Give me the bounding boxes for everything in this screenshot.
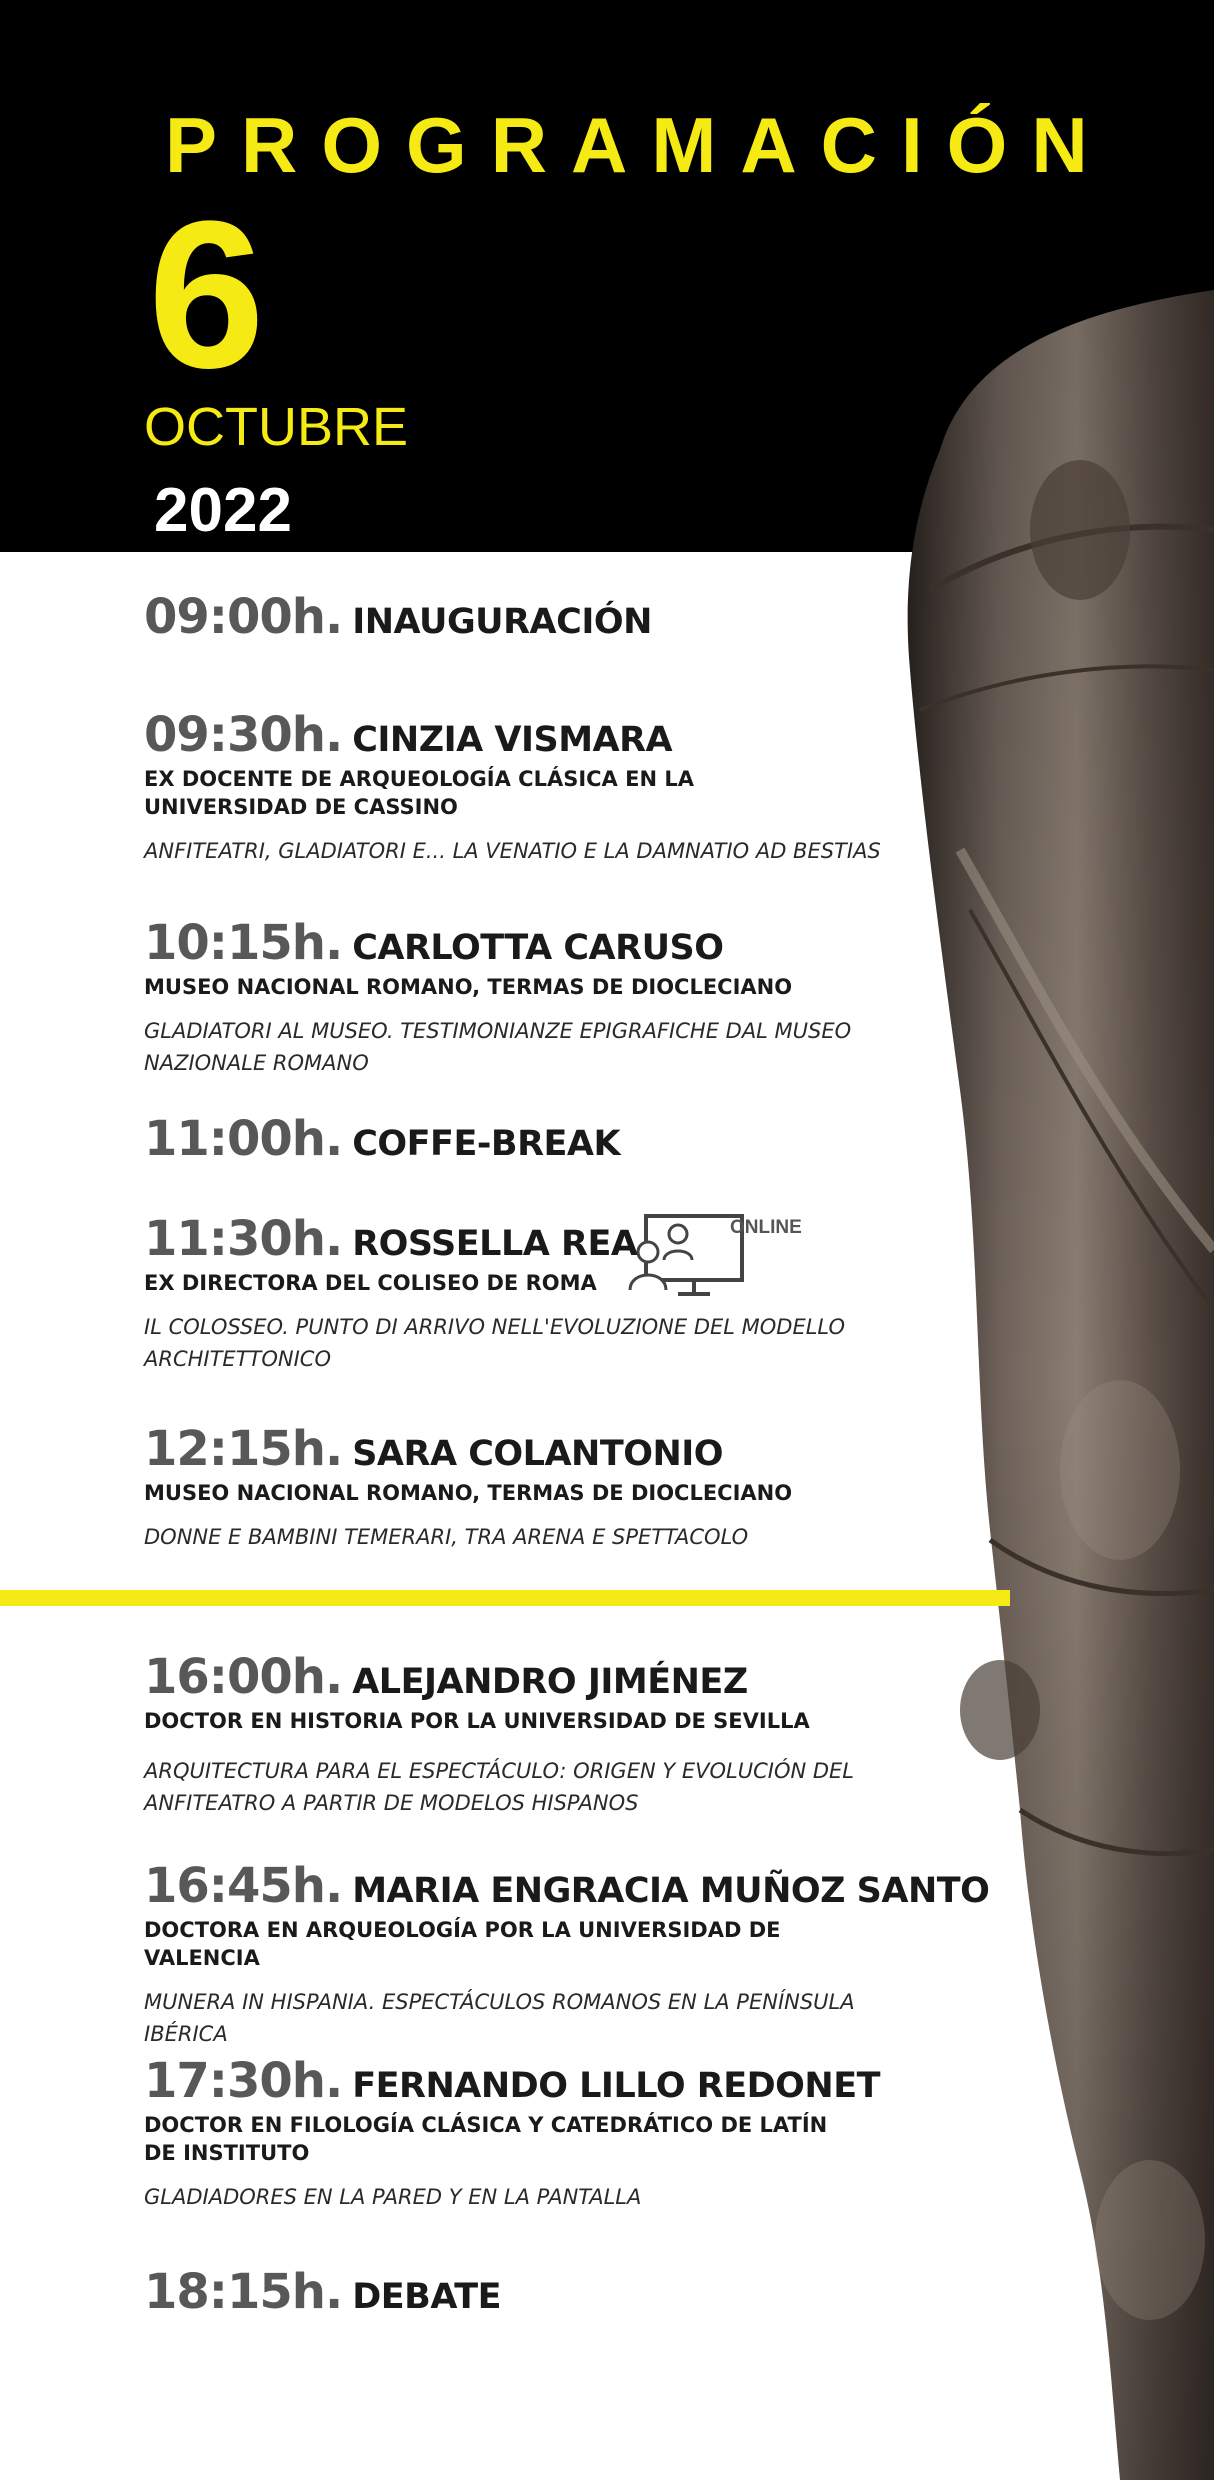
entry-time: 11:30h. <box>144 1211 343 1267</box>
entry-time: 09:00h. <box>144 589 343 645</box>
entry-speaker: FERNANDO LILLO REDONET <box>352 2066 880 2106</box>
event-year: 2022 <box>154 476 292 545</box>
entry-affiliation: DOCTOR EN FILOLOGÍA CLÁSICA Y CATEDRÁTICO DE LATÍN DE INSTITUTO <box>144 2113 828 2165</box>
entry-affiliation: MUSEO NACIONAL ROMANO, TERMAS DE DIOCLECIANO <box>144 975 793 999</box>
entry-affiliation: DOCTORA EN ARQUEOLOGÍA POR LA UNIVERSIDAD DE VALENCIA <box>144 1918 781 1970</box>
entry-talk-title: GLADIADORES EN LA PARED Y EN LA PANTALLA <box>144 2185 642 2209</box>
entry-title: COFFE-BREAK <box>352 1124 621 1164</box>
entry-talk-title: MUNERA IN HISPANIA. ESPECTÁCULOS ROMANOS EN LA PENÍNSULA IBÉRICA <box>144 1990 855 2046</box>
event-month: OCTUBRE <box>144 397 409 457</box>
schedule-entry <box>144 2053 984 2213</box>
event-day: 6 <box>148 177 265 412</box>
entry-time: 17:30h. <box>144 2053 343 2109</box>
entry-speaker: SARA COLANTONIO <box>352 1434 724 1474</box>
entry-affiliation: DOCTOR EN HISTORIA POR LA UNIVERSIDAD DE SEVILLA <box>144 1709 810 1733</box>
entry-affiliation: MUSEO NACIONAL ROMANO, TERMAS DE DIOCLECIANO <box>144 1481 793 1505</box>
entry-talk-title: DONNE E BAMBINI TEMERARI, TRA ARENA E SPETTACOLO <box>144 1525 749 1549</box>
entry-talk-title: IL COLOSSEO. PUNTO DI ARRIVO NELL'EVOLUZIONE DEL MODELLO ARCHITETTONICO <box>144 1315 846 1371</box>
entry-time: 11:00h. <box>144 1111 343 1167</box>
entry-speaker: CARLOTTA CARUSO <box>352 928 724 968</box>
section-divider <box>0 1590 1010 1606</box>
entry-speaker: CINZIA VISMARA <box>352 720 673 760</box>
schedule-entry <box>144 589 984 645</box>
entry-time: 12:15h. <box>144 1421 343 1477</box>
entry-title: DEBATE <box>352 2277 501 2317</box>
schedule-entry <box>144 707 984 867</box>
entry-speaker: ALEJANDRO JIMÉNEZ <box>352 1662 748 1702</box>
schedule-entry <box>144 2264 984 2320</box>
entry-time: 18:15h. <box>144 2264 343 2320</box>
entry-time: 10:15h. <box>144 915 343 971</box>
schedule-entry <box>144 1421 984 1553</box>
online-label: ONLINE <box>730 1217 802 1238</box>
entry-talk-title: ANFITEATRI, GLADIATORI E... LA VENATIO E LA DAMNATIO AD BESTIAS <box>144 839 881 863</box>
schedule-entry <box>144 1858 990 2050</box>
entry-time: 16:00h. <box>144 1649 343 1705</box>
entry-affiliation: EX DIRECTORA DEL COLISEO DE ROMA <box>144 1271 597 1295</box>
schedule-entry <box>144 1211 984 1375</box>
entry-time: 09:30h. <box>144 707 343 763</box>
schedule-entry <box>144 915 984 1079</box>
entry-talk-title: GLADIATORI AL MUSEO. TESTIMONIANZE EPIGRAFICHE DAL MUSEO NAZIONALE ROMANO <box>144 1019 852 1075</box>
entry-time: 16:45h. <box>144 1858 343 1914</box>
entry-speaker: ROSSELLA REA <box>352 1224 638 1264</box>
page-title: PROGRAMACIÓN <box>165 101 1112 189</box>
schedule-entry <box>144 1649 984 1819</box>
entry-title: INAUGURACIÓN <box>352 602 652 642</box>
entry-affiliation: EX DOCENTE DE ARQUEOLOGÍA CLÁSICA EN LA UNIVERSIDAD DE CASSINO <box>144 767 694 819</box>
schedule-entry <box>144 1111 984 1167</box>
entry-talk-title: ARQUITECTURA PARA EL ESPECTÁCULO: ORIGEN Y EVOLUCIÓN DEL ANFITEATRO A PARTIR DE MODELOS HISPANOS <box>144 1759 855 1815</box>
entry-speaker: MARIA ENGRACIA MUÑOZ SANTO <box>352 1871 990 1911</box>
